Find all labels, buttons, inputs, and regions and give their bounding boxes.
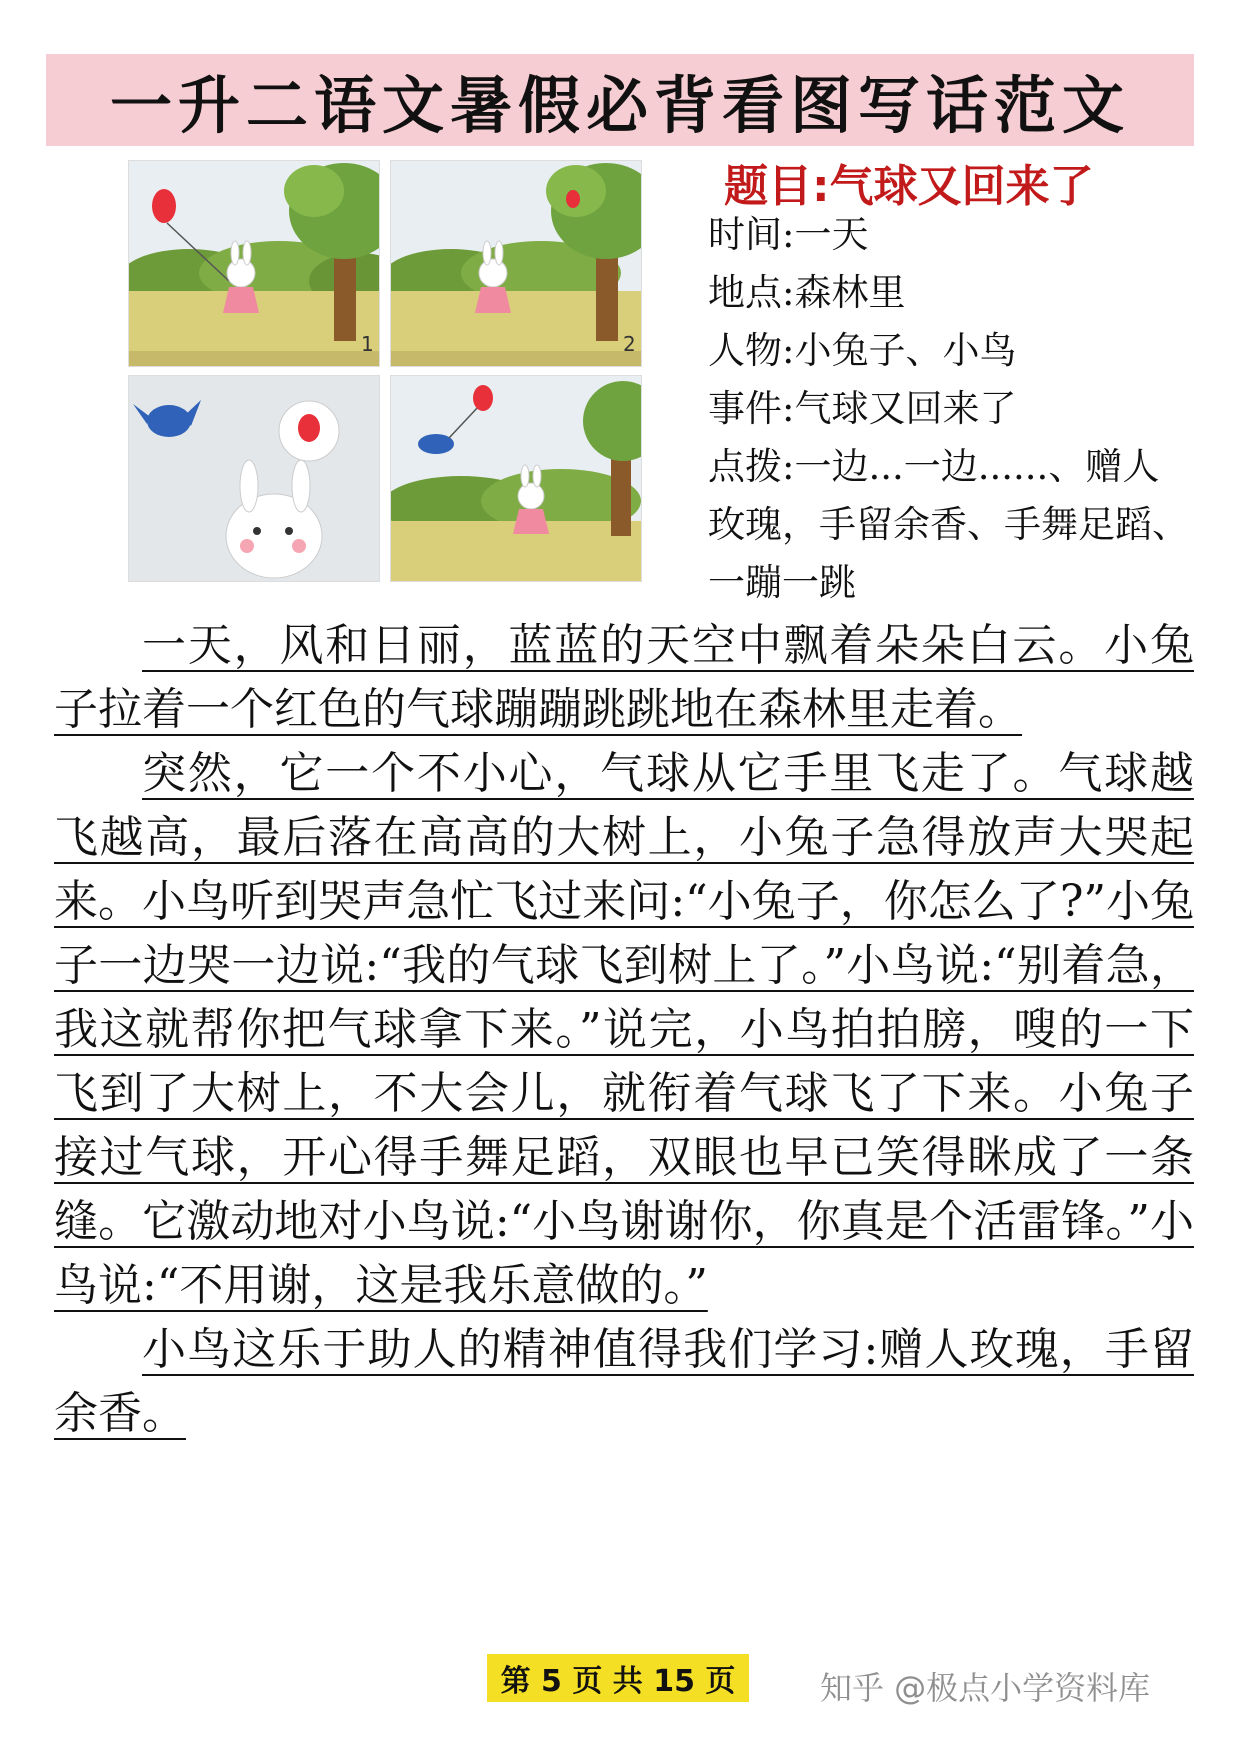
panel-2-number: 2 (623, 332, 636, 356)
picture-grid (128, 160, 643, 580)
balloon-icon (152, 189, 176, 223)
title-banner (46, 54, 1194, 146)
essay-paragraph-3: 小鸟这乐于助人的精神值得我们学习:赠人玫瑰，手留余香。 (54, 1324, 1194, 1439)
panel-4-illustration (391, 376, 641, 581)
info-hint: 点拨:一边...一边......、赠人玫瑰，手留余香、手舞足蹈、一蹦一跳 (708, 445, 1189, 604)
picture-panel-1 (128, 160, 380, 367)
panel-3-illustration (129, 376, 379, 581)
flying-bird-icon (418, 434, 454, 454)
page-indicator: 第 5 页 共 15 页 (487, 1654, 749, 1702)
essay-paragraph-2: 突然，它一个不小心，气球从它手里飞走了。气球越飞越高，最后落在高高的大树上，小兔子急得放声大哭起来。小鸟听到哭声急忙飞过来问:“小兔子，你怎么了?”小兔子一边哭一边说:“我的气球飞到树上了。”小鸟说:“别着急，我这就帮你把气球拿下来。”说完，小鸟拍拍膀，嗖的一下飞到了大树上，不大会儿，就衔着气球飞了下来。小兔子接过气球，开心得手舞足蹈，双眼也早已笑得眯成了一条缝。它激动地对小鸟说:“小鸟谢谢你，你真是个活雷锋。”小鸟说:“不用谢，这是我乐意做的。” (54, 748, 1194, 1311)
panel-1-number: 1 (361, 332, 374, 356)
balloon-in-tree-icon (566, 190, 580, 208)
info-characters: 人物:小兔子、小鸟 (708, 329, 1017, 372)
info-event: 事件:气球又回来了 (708, 387, 1017, 430)
picture-panel-2 (390, 160, 642, 367)
essay-body (54, 614, 1194, 1446)
returned-balloon-icon (473, 385, 493, 411)
info-block (708, 206, 1193, 612)
panel-2-illustration (391, 161, 641, 366)
panel-1-illustration (129, 161, 379, 366)
picture-panel-4 (390, 375, 642, 582)
info-time: 时间:一天 (708, 213, 869, 256)
essay-paragraph-1: 一天，风和日丽，蓝蓝的天空中飘着朵朵白云。小兔子拉着一个红色的气球蹦蹦跳跳地在森林里走着。 (54, 620, 1194, 735)
page-title: 一升二语文暑假必背看图写话范文 (109, 68, 1130, 142)
picture-panel-3 (128, 375, 380, 582)
bird-icon (147, 405, 191, 437)
info-place: 地点:森林里 (708, 271, 906, 314)
topic-heading: 题目:气球又回来了 (724, 161, 1094, 212)
balloon-thought-icon (298, 414, 320, 442)
watermark: 知乎 @极点小学资料库 (820, 1669, 1151, 1707)
